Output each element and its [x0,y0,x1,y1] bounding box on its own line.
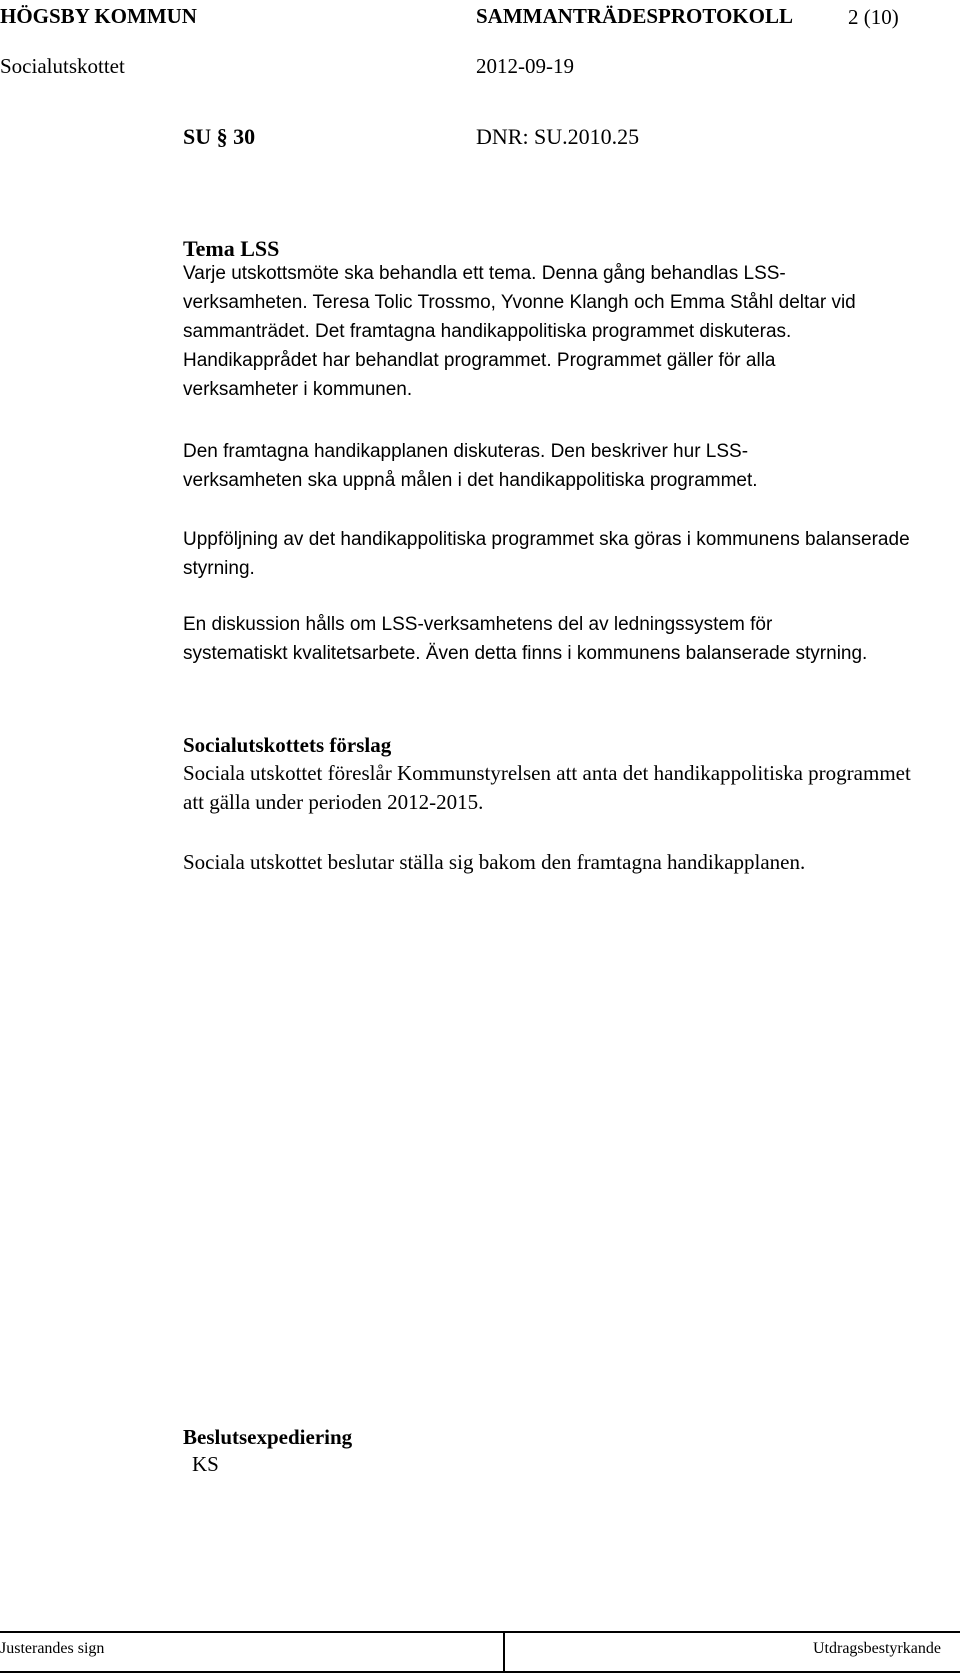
municipality-name: HÖGSBY KOMMUN [0,4,197,28]
footer-signature-label: Justerandes sign [0,1640,105,1657]
case-dnr: DNR: SU.2010.25 [476,124,640,149]
proposal-paragraph: Sociala utskottet föreslår Kommunstyrelsen att anta det handikappolitiska programmet att gälla under perioden 2012-2015. [183,761,911,814]
proposal-paragraph: Sociala utskottet beslutar ställa sig bakom den framtagna handikapplanen. [183,850,806,874]
footer-divider-bottom [0,1671,960,1673]
footer-divider-vertical [503,1631,505,1673]
proposal-heading: Socialutskottets förslag [183,733,392,757]
case-number: SU § 30 [183,124,256,149]
page-number: 2 (10) [848,5,899,29]
footer-divider-top [0,1631,960,1633]
paragraph: Varje utskottsmöte ska behandla ett tema. Denna gång behandlas LSS-verksamheten. Teresa Tolic Trossmo, Yvonne Klangh och Emma Ståhl deltar vid sammanträdet. Det framtagna handikappolitiska programmet diskuteras. Handikapprådet har behandlat programmet. Programmet gäller för alla verksamheter i kommunen. [183,263,856,400]
paragraph: En diskussion hålls om LSS-verksamhetens del av ledningssystem för systematiskt kvalitetsarbete. Även detta finns i kommunens balanserade styrning. [183,614,868,664]
distribution-heading: Beslutsexpediering [183,1425,353,1449]
meeting-date: 2012-09-19 [476,54,574,78]
footer-certification-label: Utdragsbestyrkande [813,1640,941,1657]
paragraph: Uppföljning av det handikappolitiska programmet ska göras i kommunens balanserade styrning. [183,529,910,579]
document-type: SAMMANTRÄDESPROTOKOLL [476,4,793,28]
section-title: Tema LSS [183,236,280,261]
paragraph: Den framtagna handikapplanen diskuteras. Den beskriver hur LSS-verksamheten ska uppnå målen i det handikappolitiska programmet. [183,441,758,491]
distribution-recipient: KS [192,1452,219,1476]
committee-name: Socialutskottet [0,54,125,78]
